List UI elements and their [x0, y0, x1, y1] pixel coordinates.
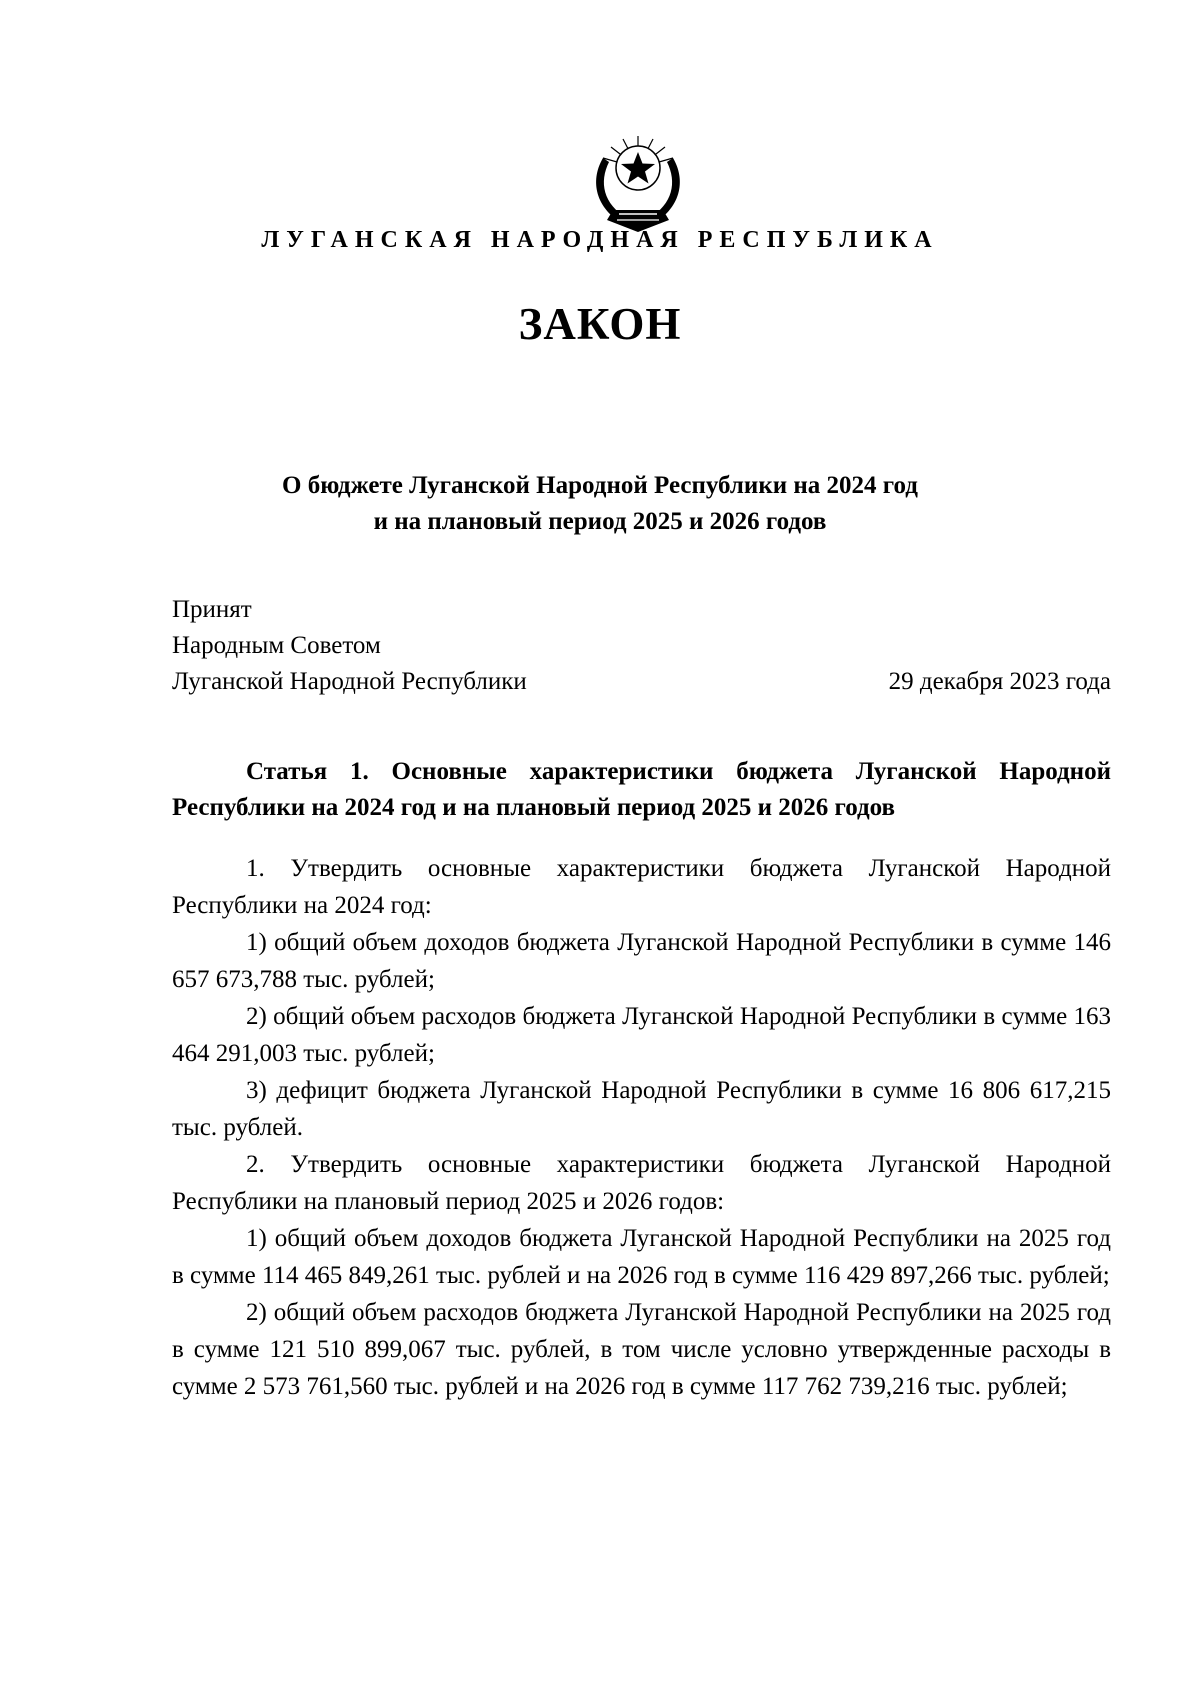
paragraph: 3) дефицит бюджета Луганской Народной Республики в сумме 16 806 617,215 тыс. рублей. [172, 1077, 1111, 1141]
document-type-title: ЗАКОН [518, 299, 682, 349]
adoption-line-2: Народным Советом [172, 632, 381, 659]
adoption-line-3: Луганской Народной Республики [172, 668, 527, 695]
law-subject-title [0, 468, 1200, 540]
paragraph: 2) общий объем расходов бюджета Луганской Народной Республики на 2025 год в сумме 121 510 899,067 тыс. рублей, в том числе условно утвержденные расходы в сумме 2 573 761,560 тыс. рублей и на 2026 год в сумме 117 762 739,216 тыс. рублей; [172, 1299, 1111, 1400]
law-subject-line-2: и на плановый период 2025 и 2026 годов [373, 508, 827, 535]
paragraph: 1) общий объем доходов бюджета Луганской Народной Республики в сумме 146 657 673,788 тыс. рублей; [172, 929, 1111, 993]
paragraph: 2) общий объем расходов бюджета Луганской Народной Республики в сумме 163 464 291,003 тыс. рублей; [172, 1003, 1111, 1067]
article-1-body [172, 850, 1111, 1405]
article-1-heading: Статья 1. Основные характеристики бюджета Луганской Народной Республики на 2024 год и на плановый период 2025 и 2026 годов [172, 758, 1111, 821]
adoption-date: 29 декабря 2023 года [888, 668, 1111, 695]
law-subject-line-1: О бюджете Луганской Народной Республики на 2024 год [282, 472, 918, 499]
coat-of-arms-emblem-icon [583, 128, 693, 238]
paragraph: 1) общий объем доходов бюджета Луганской Народной Республики на 2025 год в сумме 114 465 849,261 тыс. рублей и на 2026 год в сумме 116 429 897,266 тыс. рублей; [172, 1225, 1111, 1289]
adoption-block [172, 592, 527, 700]
paragraph: 2. Утвердить основные характеристики бюджета Луганской Народной Республики на плановый период 2025 и 2026 годов: [172, 1151, 1111, 1215]
republic-name: ЛУГАНСКАЯ НАРОДНАЯ РЕСПУБЛИКА [261, 227, 939, 253]
paragraph: 1. Утвердить основные характеристики бюджета Луганской Народной Республики на 2024 год: [172, 855, 1111, 919]
adoption-line-1: Принят [172, 596, 252, 623]
